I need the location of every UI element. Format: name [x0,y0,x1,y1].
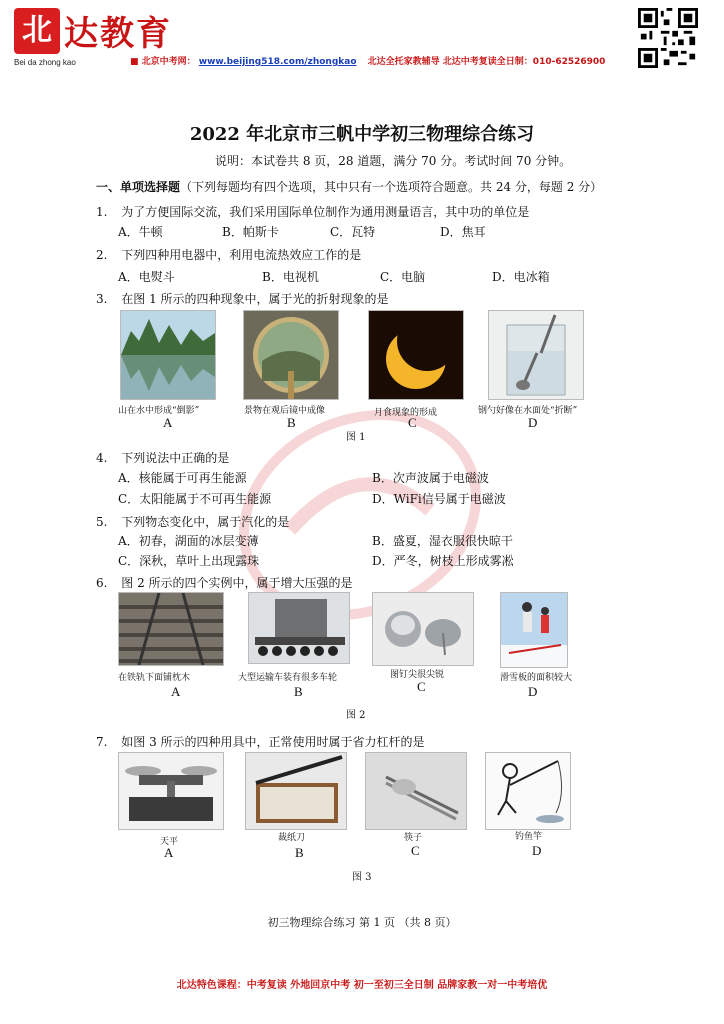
question-text: 下列说法中正确的是 [121,451,230,465]
figure-caption: 大型运输车装有很多车轮 [238,673,338,683]
question-num: 4. [96,451,108,465]
question-text: 如图 3 所示的四种用具中，正常使用时属于省力杠杆的是 [121,735,425,749]
choice-letter: D [532,843,542,858]
question-5 [96,513,289,530]
choice-letter: B [295,845,304,860]
promo-banner [0,976,724,991]
choice-letter: A [163,415,173,430]
question-6 [96,574,353,591]
choice-letter: B [287,415,296,430]
question-num: 1. [96,205,108,219]
question-num: 7. [96,735,108,749]
question-3 [96,290,389,307]
section-desc: （下列每题均有四个选项，其中只有一个选项符合题意。共 24 分，每题 2 分） [180,180,603,194]
logo-name: 达教育 [64,14,172,54]
choice-letter: C [411,843,420,858]
choice-letter: A [171,684,181,699]
fishing-rod-image [485,752,571,830]
figure-label: 图 1 [346,432,366,443]
question-num: 2. [96,248,108,262]
figure-caption: 钓鱼竿 [515,832,543,842]
option: D．焦耳 [440,225,486,239]
qr-code-icon [638,8,698,68]
header-line [130,54,605,67]
question-num: 5. [96,515,108,529]
thumbtack-image [372,592,474,666]
option: A．核能属于可再生能源 [118,471,247,485]
question-text: 图 2 所示的四个实例中，属于增大压强的是 [121,576,353,590]
option: B．盛夏，湿衣服很快晾干 [372,534,513,548]
option: D．WiFi信号属于电磁波 [372,492,506,506]
section-head: 一、单项选择题 [96,180,181,194]
option: A．牛顿 [118,225,163,239]
solar-eclipse-image [368,310,464,400]
page-footer: 初三物理综合练习 第 1 页 （共 8 页） [267,916,457,929]
option: C．深秋，草叶上出现露珠 [118,554,260,568]
figure-caption: 山在水中形成“倒影” [118,406,200,416]
header-url-link[interactable]: www.beijing518.com/zhongkao [198,57,357,67]
question-text: 下列物态变化中，属于汽化的是 [121,515,290,529]
choice-letter: A [164,845,174,860]
promo-text: 北达特色课程：中考复读 外地回京中考 初一至初三全日制 品牌家教一对一中考培优 [176,980,548,991]
choice-letter: D [528,415,538,430]
logo-mark: 北 [14,8,60,54]
exam-title: 2022 年北京市三帆中学初三物理综合练习 [189,124,535,145]
figure-label: 图 3 [352,872,372,883]
exam-note: 说明：本试卷共 8 页，28 道题，满分 70 分。考试时间 70 分钟。 [215,154,572,168]
option: C．太阳能属于不可再生能源 [118,492,272,506]
question-text: 为了方便国际交流，我们采用国际单位制作为通用测量语言，其中功的单位是 [121,205,530,219]
spoon-in-water-image [488,310,584,400]
question-num: 6. [96,576,108,590]
figure-label: 图 2 [346,710,366,721]
option: B．电视机 [262,270,319,284]
figure-caption: 钢勺好像在水面处“折断” [478,406,578,416]
chopsticks-image [365,752,467,830]
railway-sleepers-image [118,592,224,666]
figure-caption: 滑雪板的面积较大 [500,673,573,683]
option: A．电熨斗 [118,270,175,284]
header-suffix: 北达全托家教辅导 北达中考复读全日制：010-62526900 [367,57,606,67]
question-2 [96,246,361,263]
option: B．帕斯卡 [222,225,279,239]
figure-caption: 筷子 [404,833,423,843]
figure-caption: 天平 [160,837,179,847]
balance-scale-image [118,752,224,830]
choice-letter: C [408,415,417,430]
choice-letter: C [417,679,426,694]
option: C．电脑 [380,270,426,284]
figure-caption: 月食现象的形成 [374,408,438,418]
question-4 [96,449,229,466]
option: D．严冬，树枝上形成雾凇 [372,554,514,568]
question-text: 下列四种用电器中，利用电流热效应工作的是 [121,248,362,262]
rearview-mirror-image [243,310,339,400]
choice-letter: D [528,684,538,699]
skier-image [500,592,568,668]
option: A．初春，湖面的冰层变薄 [118,534,259,548]
paper-cutter-image [245,752,347,830]
question-1 [96,203,529,220]
logo-pinyin: Bei da zhong kao [14,58,76,67]
figure-caption: 裁纸刀 [278,833,306,843]
figure-caption: 在铁轨下面铺枕木 [118,673,191,683]
transport-truck-image [248,592,350,664]
question-num: 3. [96,292,108,306]
option: D．电冰箱 [492,270,550,284]
header-prefix: ■ 北京中考网： [130,57,196,67]
section-heading [96,178,602,195]
option: C．瓦特 [330,225,376,239]
choice-letter: B [294,684,303,699]
question-text: 在图 1 所示的四种现象中，属于光的折射现象的是 [121,292,389,306]
figure-caption: 图钉尖很尖锐 [390,670,445,680]
mountain-reflection-image [120,310,216,400]
option: B．次声波属于电磁波 [372,471,489,485]
figure-caption: 景物在观后镜中成像 [244,406,326,416]
question-7 [96,733,425,750]
